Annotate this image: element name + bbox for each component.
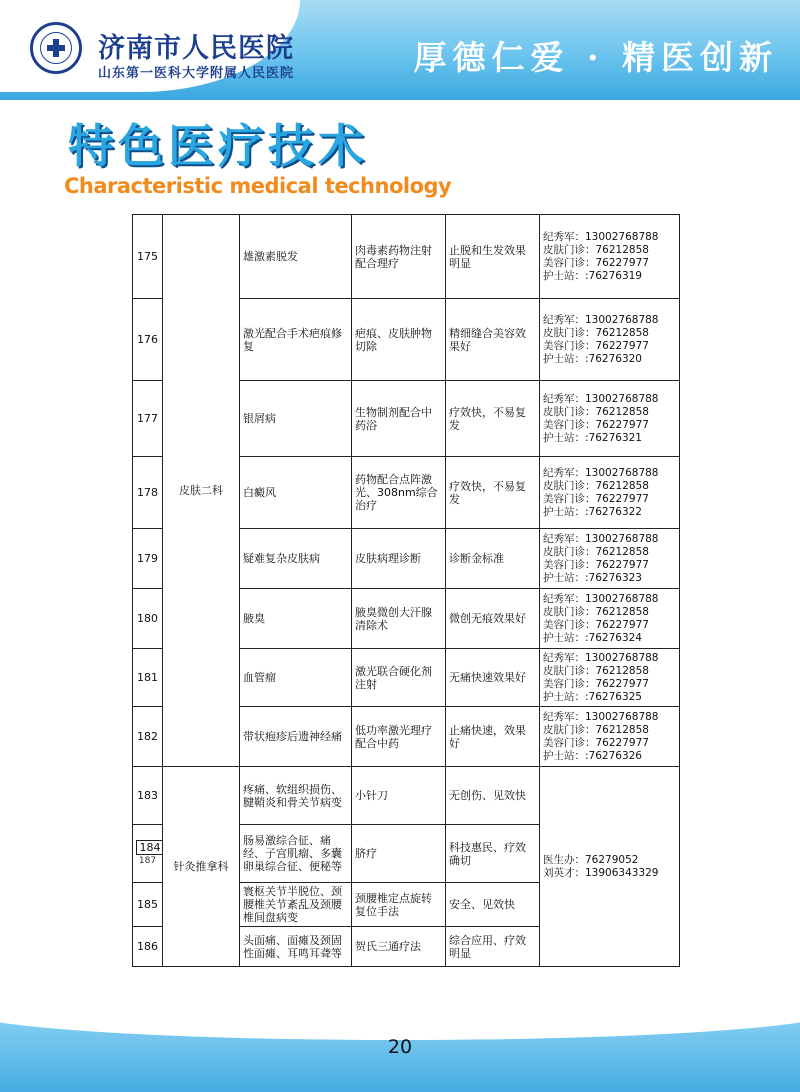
treatment-effect: 止脱和生发效果明显 <box>446 215 540 299</box>
contact-line: 护士站：:76276326 <box>543 749 642 762</box>
treatment-method: 贺氏三通疗法 <box>352 927 446 967</box>
row-number: 177 <box>133 381 163 457</box>
contact-line: 皮肤门诊：76212858 <box>543 723 649 736</box>
treatment-effect: 综合应用、疗效明显 <box>446 927 540 967</box>
contact-line: 纪秀军：13002768788 <box>543 592 659 605</box>
row-number: 186 <box>133 927 163 967</box>
contact-line: 美容门诊：76227977 <box>543 418 649 431</box>
treatment-effect: 微创无痕效果好 <box>446 589 540 649</box>
row-number: 178 <box>133 457 163 529</box>
contact-line: 皮肤门诊：76212858 <box>543 545 649 558</box>
contact-line: 纪秀军：13002768788 <box>543 651 659 664</box>
contact-cell <box>540 589 680 649</box>
row-number <box>133 825 163 883</box>
contact-line: 纪秀军：13002768788 <box>543 532 659 545</box>
row-number: 185 <box>133 883 163 927</box>
treatment-method: 生物制剂配合中药浴 <box>352 381 446 457</box>
technology-name: 激光配合手术疤痕修复 <box>240 299 352 381</box>
treatment-effect: 无痛快速效果好 <box>446 649 540 707</box>
treatment-effect: 疗效快，不易复发 <box>446 457 540 529</box>
contact-line: 纪秀军：13002768788 <box>543 710 659 723</box>
page-number: 20 <box>387 1036 413 1058</box>
treatment-effect: 无创伤、见效快 <box>446 767 540 825</box>
contact-line: 护士站：:76276325 <box>543 690 642 703</box>
contact-line: 护士站：:76276320 <box>543 352 642 365</box>
technology-name: 疑难复杂皮肤病 <box>240 529 352 589</box>
technology-name: 银屑病 <box>240 381 352 457</box>
contact-line: 美容门诊：76227977 <box>543 736 649 749</box>
section-title: 特色医疗技术 <box>68 119 368 173</box>
treatment-method: 腋臭微创大汗腺清除术 <box>352 589 446 649</box>
treatment-method: 小针刀 <box>352 767 446 825</box>
technology-name: 带状疱疹后遗神经痛 <box>240 707 352 767</box>
contact-line: 纪秀军：13002768788 <box>543 466 659 479</box>
header-slogan: 厚德仁爱 · 精医创新 <box>413 38 778 77</box>
technology-name: 寰枢关节半脱位、颈腰椎关节紊乱及颈腰椎间盘病变 <box>240 883 352 927</box>
contact-cell <box>540 707 680 767</box>
row-number: 181 <box>133 649 163 707</box>
row-number-extra: 187 <box>138 855 157 866</box>
contact-cell <box>540 767 680 967</box>
technology-name: 腋臭 <box>240 589 352 649</box>
contact-line: 皮肤门诊：76212858 <box>543 479 649 492</box>
contact-line: 美容门诊：76227977 <box>543 558 649 571</box>
row-number: 175 <box>133 215 163 299</box>
treatment-effect: 疗效快，不易复发 <box>446 381 540 457</box>
contact-line: 纪秀军：13002768788 <box>543 392 659 405</box>
treatment-method: 疤痕、皮肤肿物切除 <box>352 299 446 381</box>
contact-line: 皮肤门诊：76212858 <box>543 326 649 339</box>
row-number: 180 <box>133 589 163 649</box>
contact-line: 美容门诊：76227977 <box>543 492 649 505</box>
table-row <box>133 215 680 299</box>
contact-cell <box>540 215 680 299</box>
treatment-method: 脐疗 <box>352 825 446 883</box>
contact-line: 纪秀军：13002768788 <box>543 230 659 243</box>
technology-name: 肠易激综合征、痛经、子宫肌瘤、多囊卵巢综合征、便秘等 <box>240 825 352 883</box>
row-number: 179 <box>133 529 163 589</box>
department-cell: 针灸推拿科 <box>163 767 240 967</box>
contact-line: 美容门诊：76227977 <box>543 256 649 269</box>
treatment-effect: 精细缝合美容效果好 <box>446 299 540 381</box>
contact-cell <box>540 299 680 381</box>
treatment-effect: 安全、见效快 <box>446 883 540 927</box>
row-number: 182 <box>133 707 163 767</box>
contact-line: 皮肤门诊：76212858 <box>543 405 649 418</box>
contact-cell <box>540 457 680 529</box>
contact-cell <box>540 381 680 457</box>
treatment-method: 药物配合点阵激光、308nm综合治疗 <box>352 457 446 529</box>
contact-line: 皮肤门诊：76212858 <box>543 664 649 677</box>
technology-table <box>132 214 680 967</box>
contact-line: 皮肤门诊：76212858 <box>543 605 649 618</box>
treatment-method: 颈腰椎定点旋转复位手法 <box>352 883 446 927</box>
contact-line: 护士站：:76276321 <box>543 431 642 444</box>
row-number: 176 <box>133 299 163 381</box>
contact-line: 皮肤门诊：76212858 <box>543 243 649 256</box>
hospital-name: 济南市人民医院 <box>98 33 294 64</box>
contact-line: 护士站：:76276324 <box>543 631 642 644</box>
contact-cell <box>540 649 680 707</box>
hospital-subtitle: 山东第一医科大学附属人民医院 <box>98 66 295 81</box>
technology-name: 血管瘤 <box>240 649 352 707</box>
treatment-method: 肉毒素药物注射配合理疗 <box>352 215 446 299</box>
treatment-effect: 止痛快速，效果好 <box>446 707 540 767</box>
contact-cell <box>540 529 680 589</box>
contact-line: 护士站：:76276323 <box>543 571 642 584</box>
technology-name: 白癜风 <box>240 457 352 529</box>
contact-line: 刘英才：13906343329 <box>543 866 659 879</box>
contact-line: 医生办：76279052 <box>543 853 639 866</box>
contact-line: 纪秀军：13002768788 <box>543 313 659 326</box>
contact-line: 美容门诊：76227977 <box>543 339 649 352</box>
technology-name: 疼痛、软组织损伤、腱鞘炎和骨关节病变 <box>240 767 352 825</box>
row-number: 183 <box>133 767 163 825</box>
treatment-method: 皮肤病理诊断 <box>352 529 446 589</box>
contact-line: 美容门诊：76227977 <box>543 618 649 631</box>
row-number-main: 184 <box>136 840 163 855</box>
contact-line: 美容门诊：76227977 <box>543 677 649 690</box>
treatment-method: 低功率激光理疗配合中药 <box>352 707 446 767</box>
contact-line: 护士站：:76276322 <box>543 505 642 518</box>
treatment-effect: 科技惠民、疗效确切 <box>446 825 540 883</box>
section-subtitle: Characteristic medical technology <box>64 174 452 198</box>
hospital-logo-icon <box>30 22 82 74</box>
treatment-method: 激光联合硬化剂注射 <box>352 649 446 707</box>
table-row <box>133 767 680 825</box>
contact-line: 护士站：:76276319 <box>543 269 642 282</box>
treatment-effect: 诊断金标准 <box>446 529 540 589</box>
department-cell: 皮肤二科 <box>163 215 240 767</box>
technology-name: 雄激素脱发 <box>240 215 352 299</box>
technology-name: 头面痛、面瘫及颈固性面瘫、耳鸣耳聋等 <box>240 927 352 967</box>
